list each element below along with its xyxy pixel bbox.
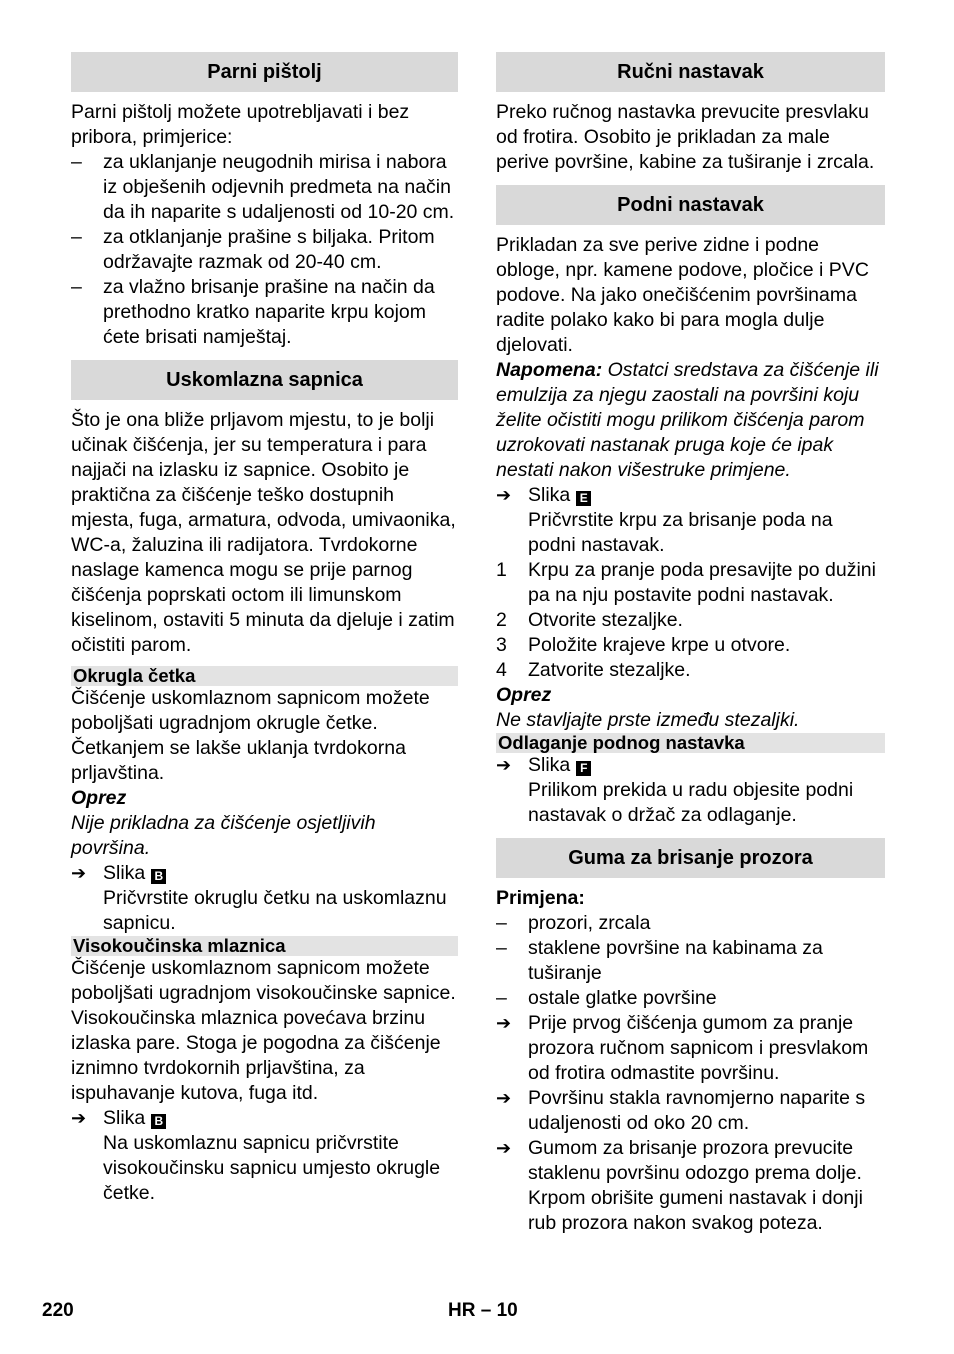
- numbered-step: [496, 633, 885, 658]
- section-heading-floor-nozzle: Podni nastavak: [496, 185, 885, 225]
- numbered-step: [496, 608, 885, 633]
- instruction-step: [496, 1136, 885, 1236]
- arrow-icon: ➔: [496, 1138, 512, 1158]
- step-text: Površinu stakla ravnomjerno naparite s udaljenosti od oko 20 cm.: [528, 1087, 866, 1134]
- arrow-icon: ➔: [496, 1088, 512, 1108]
- paragraph: Visokoučinska mlaznica povećava brzinu izlaska pare. Stoga je pogodna za čišćenje iznimno tvrdokornih prljavština, za ispuhavanje kutova, fuga itd.: [71, 1007, 441, 1104]
- paragraph: Čišćenje uskomlaznom sapnicom možete poboljšati ugradnjom okrugle četke. Četkanjem se lakše uklanja tvrdokorna prljavština.: [71, 687, 430, 784]
- paragraph: Parni pištolj možete upotrebljavati i bez pribora, primjerice:: [71, 101, 410, 148]
- list-item-text: za otklanjanje prašine s biljaka. Pritom održavajte razmak od 20-40 cm.: [103, 226, 435, 273]
- dash-marker: –: [71, 226, 82, 248]
- paragraph: Što je ona bliže prljavom mjestu, to je bolji učinak čišćenja, jer su temperatura i para najjači na izlasku iz sapnice. Osobito je praktična za čišćenje teško dostupnih mjesta, fuga, armatura, odvoda, umivaonika, WC-a, žaluzina ili radijatora. Tvrdokorne naslage kamenca mogu se prije parnog čišćenja poprskati octom ili limunskom kiselinom, ostaviti 5 minuta da djeluje i zatim očistiti parom.: [71, 409, 456, 656]
- step-number: 1: [496, 559, 507, 581]
- left-column: [71, 52, 458, 1206]
- figure-label: Slika: [103, 862, 146, 884]
- figure-reference: [496, 753, 885, 778]
- step-text: Položite krajeve krpe u otvore.: [528, 634, 791, 656]
- arrow-icon: ➔: [496, 755, 512, 775]
- list-item: [496, 911, 885, 936]
- caution-text: Ne stavljajte prste između stezaljki.: [496, 709, 800, 731]
- instruction-step: Na uskomlaznu sapnicu pričvrstite visokoučinsku sapnicu umjesto okrugle četke.: [103, 1132, 441, 1204]
- paragraph: Preko ručnog nastavka prevucite presvlaku od frotira. Osobito je prikladan za male perive površine, kabine za tuširanje i zrcala.: [496, 101, 875, 173]
- figure-reference: [71, 1106, 458, 1131]
- figure-letter-badge: B: [151, 1114, 166, 1129]
- section-code: HR – 10: [448, 1300, 518, 1321]
- arrow-icon: ➔: [496, 1013, 512, 1033]
- page-number: 220: [42, 1300, 74, 1321]
- list-item-text: prozori, zrcala: [528, 912, 651, 934]
- instruction-step: Pričvrstite krpu za brisanje poda na podni nastavak.: [528, 509, 833, 556]
- subheading-round-brush: Okrugla četka: [71, 666, 458, 686]
- caution-text: Nije prikladna za čišćenje osjetljivih površina.: [71, 812, 376, 859]
- instruction-step: [496, 1011, 885, 1086]
- figure-label: Slika: [103, 1107, 146, 1129]
- subheading-high-performance-nozzle: Visokoučinska mlaznica: [71, 936, 458, 956]
- list-item-text: za uklanjanje neugodnih mirisa i nabora iz obješenih odjevnih predmeta na način da ih naparite s udaljenosti od 10-20 cm.: [103, 151, 455, 223]
- instruction-step: Prilikom prekida u radu objesite podni nastavak o držač za odlaganje.: [528, 779, 854, 826]
- figure-reference: [71, 861, 458, 886]
- arrow-icon: ➔: [71, 1108, 87, 1128]
- note: [496, 358, 885, 483]
- figure-label: Slika: [528, 754, 571, 776]
- list-item: [71, 275, 458, 350]
- figure-letter-badge: E: [576, 491, 591, 506]
- dash-marker: –: [71, 151, 82, 173]
- usage-label: Primjena:: [496, 887, 585, 909]
- caution-title: Oprez: [496, 684, 552, 706]
- instruction-step: Pričvrstite okruglu četku na uskomlaznu sapnicu.: [103, 887, 447, 934]
- step-text: Krpu za pranje poda presavijte po dužini pa na nju postavite podni nastavak.: [528, 559, 876, 606]
- subheading-floor-nozzle-storage: Odlaganje podnog nastavka: [496, 733, 885, 753]
- arrow-icon: ➔: [71, 863, 87, 883]
- note-text: Ostatci sredstava za čišćenje ili emulzija za njegu zaostali na površini koju želite očistiti mogu prilikom čišćenja parom uzrokovati nastanak pruga koje će ipak nestati nakon višestruke primjene.: [496, 359, 879, 481]
- section-heading-window-squeegee: Guma za brisanje prozora: [496, 838, 885, 878]
- figure-letter-badge: B: [151, 869, 166, 884]
- dash-marker: –: [496, 987, 507, 1009]
- section-heading-steam-gun: Parni pištolj: [71, 52, 458, 92]
- numbered-step: [496, 658, 885, 683]
- note-label: Napomena:: [496, 359, 603, 381]
- list-item: [71, 150, 458, 225]
- figure-letter-badge: F: [576, 761, 591, 776]
- instruction-step: [496, 1086, 885, 1136]
- dash-marker: –: [71, 276, 82, 298]
- arrow-icon: ➔: [496, 485, 512, 505]
- list-item-text: za vlažno brisanje prašine na način da prethodno kratko naparite krpu kojom ćete brisati namještaj.: [103, 276, 435, 348]
- step-number: 3: [496, 634, 507, 656]
- dash-marker: –: [496, 912, 507, 934]
- step-text: Gumom za brisanje prozora prevucite staklenu površinu odozgo prema dolje. Krpom obrišite gumeni nastavak i donji rub prozora nakon svakog poteza.: [528, 1137, 863, 1234]
- step-text: Zatvorite stezaljke.: [528, 659, 691, 681]
- list-item: [496, 986, 885, 1011]
- list-item-text: ostale glatke površine: [528, 987, 717, 1009]
- section-heading-hand-nozzle: Ručni nastavak: [496, 52, 885, 92]
- list-item: [496, 936, 885, 986]
- step-number: 4: [496, 659, 507, 681]
- list-item-text: staklene površine na kabinama za tuširanje: [528, 937, 823, 984]
- list-item: [71, 225, 458, 275]
- step-number: 2: [496, 609, 507, 631]
- paragraph: Prikladan za sve perive zidne i podne obloge, npr. kamene podove, pločice i PVC podove. Na jako onečišćenim površinama radite polako kako bi para mogla dulje djelovati.: [496, 234, 869, 356]
- numbered-step: [496, 558, 885, 608]
- figure-label: Slika: [528, 484, 571, 506]
- caution-title: Oprez: [71, 787, 127, 809]
- step-text: Otvorite stezaljke.: [528, 609, 683, 631]
- paragraph: Čišćenje uskomlaznom sapnicom možete poboljšati ugradnjom visokoučinske sapnice.: [71, 957, 456, 1004]
- section-heading-narrow-nozzle: Uskomlazna sapnica: [71, 360, 458, 400]
- dash-marker: –: [496, 937, 507, 959]
- figure-reference: [496, 483, 885, 508]
- step-text: Prije prvog čišćenja gumom za pranje prozora ručnom sapnicom i presvlakom od frotira odmastite površinu.: [528, 1012, 869, 1084]
- right-column: [496, 52, 885, 1236]
